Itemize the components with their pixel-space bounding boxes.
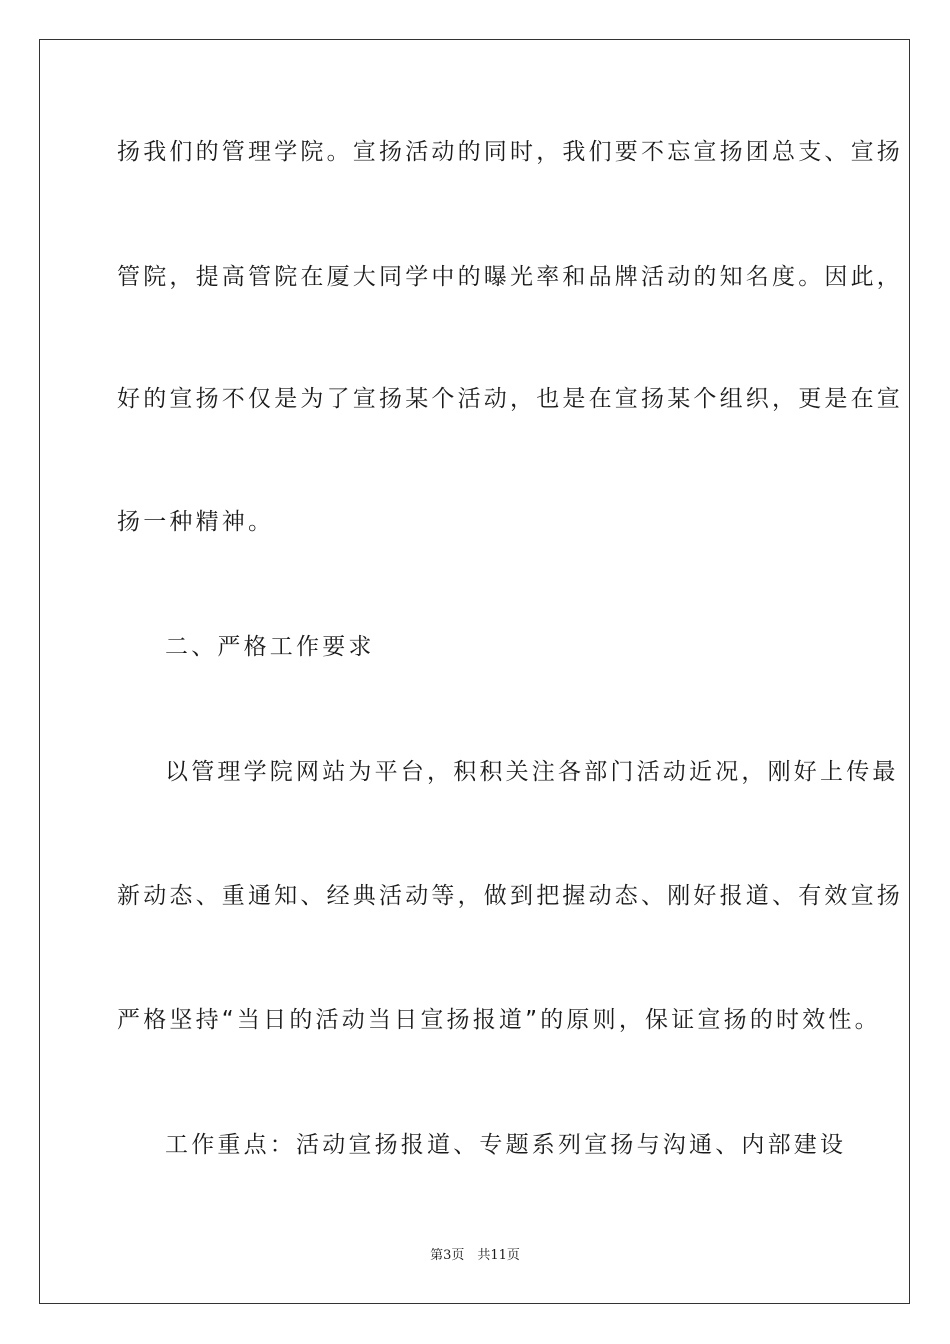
section-heading: 二、严格工作要求 xyxy=(165,634,375,660)
paragraph-line-2: 管院，提高管院在厦大同学中的曝光率和品牌活动的知名度。因此， xyxy=(117,264,903,290)
work-focus-line: 工作重点：活动宣扬报道、专题系列宣扬与沟通、内部建设 xyxy=(165,1132,847,1158)
paragraph-line-1: 扬我们的管理学院。宣扬活动的同时，我们要不忘宣扬团总支、宣扬 xyxy=(117,139,903,165)
paragraph-line-6: 新动态、重通知、经典活动等，做到把握动态、刚好报道、有效宣扬 xyxy=(117,883,903,909)
paragraph-line-4: 扬一种精神。 xyxy=(117,509,275,535)
paragraph-line-5: 以管理学院网站为平台，积积关注各部门活动近况，刚好上传最 xyxy=(165,759,899,785)
paragraph-line-3: 好的宣扬不仅是为了宣扬某个活动，也是在宣扬某个组织，更是在宣 xyxy=(117,386,903,412)
paragraph-line-7: 严格坚持“当日的活动当日宣扬报道”的原则，保证宣扬的时效性。 xyxy=(117,1007,881,1033)
page-number-footer: 第3页 共11页 xyxy=(430,1248,520,1263)
page-frame xyxy=(39,39,910,1304)
